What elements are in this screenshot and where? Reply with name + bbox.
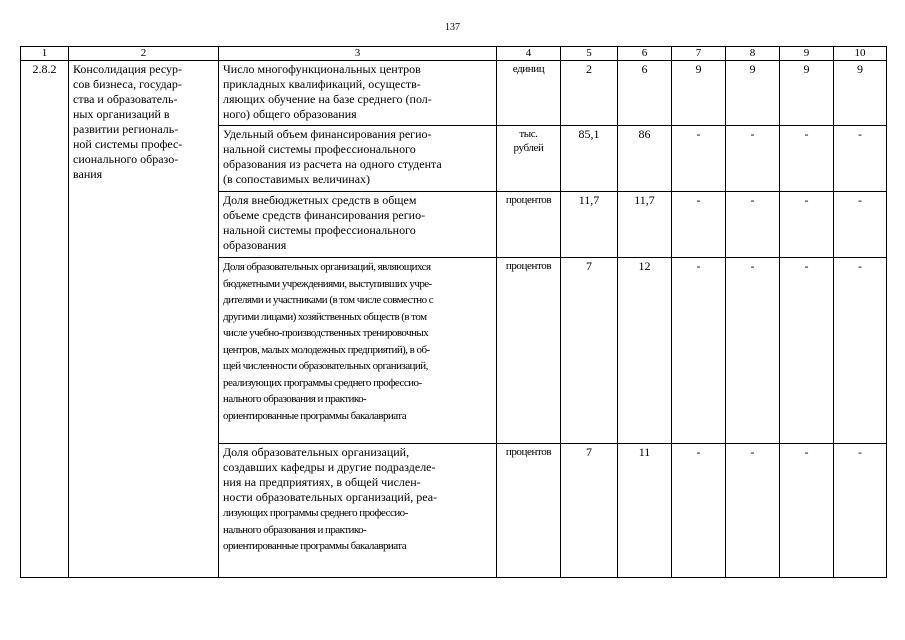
- indicator-text: [219, 444, 497, 578]
- row-code: 2.8.2: [21, 61, 69, 578]
- indicator-line: ляющих обучение на базе среднего (пол-: [223, 92, 432, 106]
- indicators-table: [20, 46, 887, 578]
- value-cell: -: [726, 444, 780, 578]
- header-cell: 9: [780, 47, 834, 61]
- task-line: ной системы профес-: [73, 137, 183, 151]
- header-cell: 10: [834, 47, 887, 61]
- unit-line: процентов: [505, 260, 552, 272]
- indicator-line: нального образования и практико-: [223, 523, 367, 536]
- task-line: сионального образо-: [73, 152, 179, 166]
- value-cell: -: [834, 258, 887, 444]
- value-cell: 12: [618, 258, 672, 444]
- value-cell: 11: [618, 444, 672, 578]
- header-cell: 2: [69, 47, 219, 61]
- task-cell: [69, 61, 219, 578]
- value-cell: 11,7: [618, 192, 672, 258]
- indicator-line: ния на предприятиях, в общей числен-: [223, 475, 421, 489]
- header-cell: 6: [618, 47, 672, 61]
- unit-line: единиц: [512, 63, 545, 75]
- unit-cell: [497, 258, 561, 444]
- indicator-line: Доля образовательных организаций, являющихся: [223, 261, 431, 273]
- task-line: вания: [73, 167, 103, 181]
- value-cell: 9: [672, 61, 726, 126]
- indicator-line: числе учебно-производственных тренировочных: [223, 327, 429, 339]
- indicator-line: нальной системы профессионального: [223, 142, 416, 156]
- value-cell: 85,1: [561, 126, 618, 192]
- indicator-line: лизующих программы среднего профессио-: [223, 507, 408, 519]
- header-cell: 3: [219, 47, 497, 61]
- value-cell: 11,7: [561, 192, 618, 258]
- value-cell: 2: [561, 61, 618, 126]
- header-cell: 8: [726, 47, 780, 61]
- value-cell: 9: [834, 61, 887, 126]
- indicator-line: ности образовательных организаций, реа-: [223, 490, 438, 504]
- indicator-line: нальной системы профессионального: [223, 223, 416, 237]
- value-cell: 86: [618, 126, 672, 192]
- value-cell: -: [672, 258, 726, 444]
- indicator-line: Удельный объем финансирования регио-: [223, 127, 432, 141]
- header-cell: 4: [497, 47, 561, 61]
- value-cell: 7: [561, 258, 618, 444]
- indicator-line: Число многофункциональных центров: [223, 62, 421, 76]
- indicator-text: [219, 126, 497, 192]
- indicator-line: реализующих программы среднего профессио-: [223, 376, 422, 389]
- value-cell: -: [726, 258, 780, 444]
- header-cell: 7: [672, 47, 726, 61]
- unit-cell: [497, 61, 561, 126]
- indicator-line: бюджетными учреждениями, выступивших учре-: [223, 277, 432, 290]
- indicator-line: ного) общего образования: [223, 107, 357, 121]
- value-cell: 9: [780, 61, 834, 126]
- indicator-line: прикладных квалификаций, осуществ-: [223, 77, 421, 91]
- indicator-line: нального образования и практико-: [223, 393, 367, 405]
- indicator-line: объеме средств финансирования регио-: [223, 208, 426, 222]
- unit-cell: [497, 192, 561, 258]
- indicator-line: Доля внебюджетных средств в общем: [223, 193, 417, 207]
- task-line: сов бизнеса, государ-: [73, 77, 182, 91]
- task-line: Консолидация ресур-: [73, 62, 182, 76]
- value-cell: -: [780, 192, 834, 258]
- indicator-line: щей численности образовательных организаций,: [223, 360, 428, 372]
- value-cell: -: [780, 444, 834, 578]
- value-cell: -: [672, 192, 726, 258]
- task-line: ства и образователь-: [73, 92, 178, 106]
- indicator-line: ориентированные программы бакалавриата: [223, 540, 407, 552]
- task-line: развитии региональ-: [73, 122, 179, 136]
- task-line: ных организаций в: [73, 107, 170, 121]
- value-cell: 9: [726, 61, 780, 126]
- indicator-line: ориентированные программы бакалавриата: [223, 409, 407, 422]
- indicator-line: создавших кафедры и другие подразделе-: [223, 460, 436, 474]
- value-cell: -: [672, 444, 726, 578]
- indicator-line: центров, малых молодежных предприятий), в об-: [223, 343, 430, 356]
- indicator-line: другими лицами) хозяйственных обществ (в том: [223, 310, 427, 323]
- indicator-text: [219, 258, 497, 444]
- value-cell: 6: [618, 61, 672, 126]
- value-cell: 7: [561, 444, 618, 578]
- value-cell: -: [780, 258, 834, 444]
- indicator-line: дителями и участниками (в том числе совместно с: [223, 294, 434, 306]
- value-cell: -: [780, 126, 834, 192]
- value-cell: -: [726, 192, 780, 258]
- unit-line: рублей: [513, 142, 544, 154]
- unit-cell: [497, 444, 561, 578]
- table-row: [21, 61, 887, 126]
- unit-cell: [497, 126, 561, 192]
- value-cell: -: [726, 126, 780, 192]
- page-number: 137: [445, 22, 460, 33]
- indicator-line: образования: [223, 238, 287, 252]
- unit-line: тыс.: [519, 128, 538, 140]
- indicator-line: образования из расчета на одного студента: [223, 157, 442, 171]
- value-cell: -: [834, 126, 887, 192]
- header-row: [21, 47, 887, 61]
- unit-line: процентов: [505, 446, 552, 458]
- indicator-text: [219, 192, 497, 258]
- value-cell: -: [672, 126, 726, 192]
- indicator-line: (в сопоставимых величинах): [223, 172, 371, 186]
- indicator-text: [219, 61, 497, 126]
- value-cell: -: [834, 444, 887, 578]
- value-cell: -: [834, 192, 887, 258]
- header-cell: 1: [21, 47, 69, 61]
- unit-line: процентов: [505, 194, 552, 206]
- header-cell: 5: [561, 47, 618, 61]
- indicator-line: Доля образовательных организаций,: [223, 445, 410, 459]
